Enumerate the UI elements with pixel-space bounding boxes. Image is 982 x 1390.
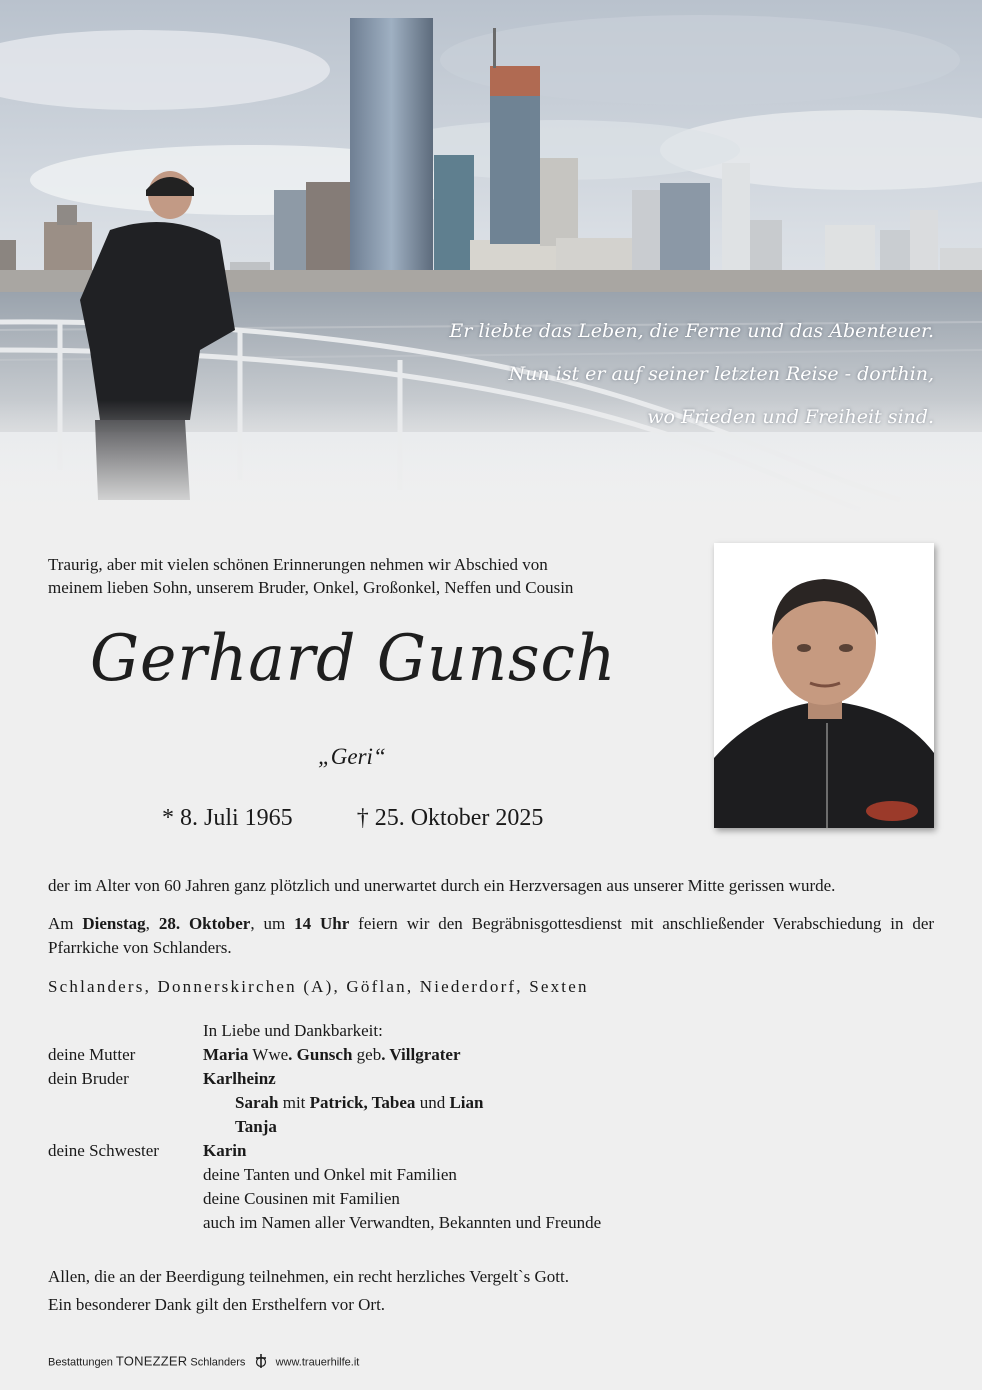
family-row — [48, 1211, 928, 1235]
farewell-quote — [374, 310, 934, 439]
service-date: 28. Oktober — [158, 914, 251, 933]
family-row — [48, 1067, 928, 1091]
family-row — [48, 1187, 928, 1211]
footer-town: Schlanders — [190, 1356, 246, 1369]
quote-line: wo Frieden und Freiheit sind. — [647, 406, 934, 428]
brother-name: Karlheinz — [203, 1069, 276, 1088]
death-date: † 25. Oktober 2025 — [356, 805, 544, 831]
family-row — [48, 1019, 928, 1043]
funeral-home-brand: TONEZZER — [115, 1353, 188, 1369]
family-row — [48, 1163, 928, 1187]
intro-line: meinem lieben Sohn, unserem Bruder, Onkel, Großonkel, Neffen und Cousin — [48, 578, 574, 597]
quote-line: Er liebte das Leben, die Ferne und das Abenteuer. — [449, 320, 934, 342]
family-places: Schlanders, Donnerskirchen (A), Göflan, Niederdorf, Sexten — [48, 977, 589, 996]
niece-name: Tanja — [235, 1117, 277, 1136]
skyline-illustration — [0, 0, 982, 520]
cross-dove-icon — [253, 1353, 269, 1372]
nieces-nephews: Sarah mit Patrick, Tabea und Lian — [235, 1093, 484, 1112]
sister-name: Karin — [203, 1141, 247, 1160]
family-row — [48, 1043, 928, 1067]
life-dates — [162, 805, 682, 832]
funeral-home-footer — [48, 1353, 648, 1372]
service-details: feiern wir den Begräbnisgottesdienst mit anschließender Verabschiedung in der Pfarrkiche von Schlanders. — [48, 914, 935, 957]
relation-label: dein Bruder — [48, 1069, 129, 1088]
family-row — [48, 1139, 928, 1163]
deceased-name: Gerhard Gunsch — [90, 622, 617, 696]
birth-date: * 8. Juli 1965 — [162, 805, 293, 831]
header-skyline-photo — [0, 0, 982, 520]
service-am: Am — [48, 914, 74, 933]
family-line: auch im Namen aller Verwandten, Bekannten und Freunde — [203, 1213, 602, 1232]
service-day: Dienstag — [82, 914, 146, 933]
family-row — [48, 1091, 928, 1115]
mother-name: Maria Wwe. Gunsch geb. Villgrater — [203, 1045, 461, 1064]
intro-text — [48, 553, 698, 599]
service-um: um — [263, 914, 286, 933]
quote-line: Nun ist er auf seiner letzten Reise - dorthin, — [508, 363, 934, 385]
cause-of-death-text: der im Alter von 60 Jahren ganz plötzlich und unerwartet durch ein Herzversagen aus unserer Mitte gerissen wurde. — [48, 876, 836, 895]
family-row — [48, 1115, 928, 1139]
footer-prefix: Bestattungen — [48, 1356, 113, 1369]
family-heading: In Liebe und Dankbarkeit: — [203, 1021, 383, 1040]
service-time: 14 Uhr — [294, 914, 350, 933]
closing-line: Ein besonderer Dank gilt den Ersthelfern vor Ort. — [48, 1295, 386, 1314]
deceased-nickname: „Geri“ — [318, 744, 386, 769]
funeral-service-text: Am Dienstag, 28. Oktober, um 14 Uhr feiern wir den Begräbnisgottesdienst mit anschließender Verabschiedung in der Pfarrkiche von Schlanders. — [48, 914, 935, 957]
deceased-portrait-photo — [714, 543, 934, 828]
family-list — [48, 1019, 928, 1235]
closing-text — [48, 1263, 928, 1319]
relation-label: deine Mutter — [48, 1045, 136, 1064]
family-line: deine Cousinen mit Familien — [203, 1189, 400, 1208]
closing-line: Allen, die an der Beerdigung teilnehmen, ein recht herzliches Vergelt`s Gott. — [48, 1267, 570, 1286]
relation-label: deine Schwester — [48, 1141, 159, 1160]
intro-line: Traurig, aber mit vielen schönen Erinnerungen nehmen wir Abschied von — [48, 555, 548, 574]
footer-url[interactable]: www.trauerhilfe.it — [275, 1356, 360, 1369]
family-line: deine Tanten und Onkel mit Familien — [203, 1165, 457, 1184]
